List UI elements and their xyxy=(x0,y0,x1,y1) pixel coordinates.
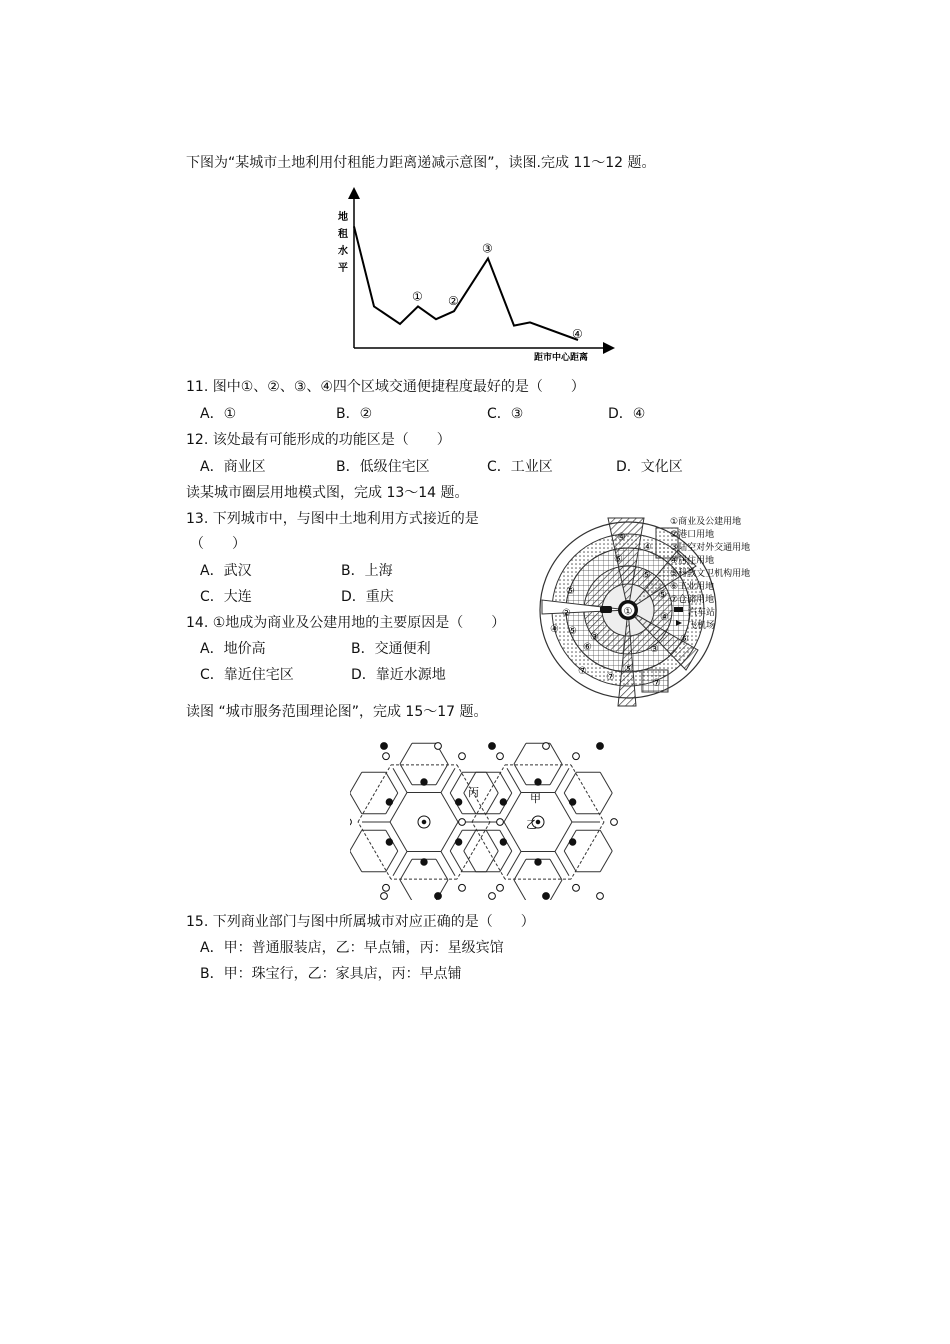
y-label-char: 租 xyxy=(338,229,348,240)
zone-marker: ③ xyxy=(650,644,659,655)
zone-marker: ④ xyxy=(660,612,669,623)
y-label-char: 平 xyxy=(338,263,348,274)
rent-series-line xyxy=(354,226,578,340)
hex-edge xyxy=(400,764,412,785)
hex-edge xyxy=(504,793,521,822)
hex-edge xyxy=(450,851,462,872)
legend-item: ③陆空对外交通用地 xyxy=(670,543,751,553)
village-dot xyxy=(383,753,390,760)
hex-edge xyxy=(600,772,612,793)
q11-option-d[interactable]: D．④ xyxy=(608,406,646,422)
zone-marker: ⑤ xyxy=(658,590,667,601)
village-dot xyxy=(543,743,550,750)
y-axis-label xyxy=(338,210,349,274)
zone-marker: ⑤ xyxy=(568,626,577,637)
hex-edge xyxy=(486,772,498,793)
q15-option-b[interactable]: B．甲：珠宝行，乙：家具店，丙：早点铺 xyxy=(200,966,462,982)
x-axis-label: 距市中心距离 xyxy=(534,353,589,363)
intro-13-14: 读某城市圈层用地模式图，完成 13～14 题。 xyxy=(186,485,469,501)
zone-marker: ⑤ xyxy=(624,664,633,675)
intro-15-17: 读图 “城市服务范围理论图”，完成 15～17 题。 xyxy=(186,704,488,720)
hex-edge xyxy=(436,859,448,880)
town-dot xyxy=(386,799,392,805)
hex-edge xyxy=(514,880,526,900)
q12-option-c[interactable]: C．工业区 xyxy=(487,459,553,475)
town-dot xyxy=(455,839,461,845)
zone-marker: ⑥ xyxy=(583,642,592,653)
bus-station-legend-icon xyxy=(674,607,683,612)
town-dot xyxy=(500,839,506,845)
legend-item: ⑤科教文卫机构用地 xyxy=(670,569,751,579)
village-dot xyxy=(597,893,604,900)
hex-edge xyxy=(500,772,512,793)
village-dot xyxy=(459,819,466,826)
hex-edge xyxy=(504,822,521,851)
hex-edge xyxy=(550,859,562,880)
legend-item: ②港口用地 xyxy=(670,530,715,540)
label-bing: 丙 xyxy=(468,786,479,799)
hex-edge xyxy=(441,793,458,822)
village-dot xyxy=(459,753,466,760)
hex-edge xyxy=(600,851,612,872)
zone-marker: ⑤ xyxy=(642,570,651,581)
hex-edge xyxy=(386,772,398,793)
zone-marker: ⑦ xyxy=(606,672,615,683)
village-dot xyxy=(435,743,442,750)
bus-station-icon xyxy=(600,606,612,613)
hex-edge xyxy=(390,822,407,851)
zone-marker: ④ xyxy=(617,532,626,543)
hex-edge xyxy=(486,830,498,851)
land-use-ring-diagram xyxy=(538,510,788,715)
curve-marker-3: ③ xyxy=(482,241,493,256)
q12-option-a[interactable]: A．商业区 xyxy=(200,459,266,475)
hex-edge xyxy=(555,822,572,851)
hex-edge xyxy=(564,851,576,872)
q13-stem-continued: （ ） xyxy=(190,536,246,552)
town-dot xyxy=(569,839,575,845)
hex-edge xyxy=(400,743,412,764)
rent-distance-chart xyxy=(330,186,620,366)
q12-option-d[interactable]: D．文化区 xyxy=(616,459,683,475)
zone-marker: ④ xyxy=(643,542,652,553)
hex-edge xyxy=(555,793,572,822)
q11-stem: 11. 图中①、②、③、④四个区域交通便捷程度最好的是（ ） xyxy=(186,379,585,395)
hex-edge xyxy=(514,764,526,785)
hex-edge xyxy=(350,851,362,872)
label-jia: 甲 xyxy=(530,792,541,805)
q15-option-a[interactable]: A．甲：普通服装店，乙：早点铺，丙：星级宾馆 xyxy=(200,940,504,956)
hex-edge xyxy=(550,880,562,900)
y-label-char: 水 xyxy=(338,246,348,257)
curve-marker-2: ② xyxy=(448,294,459,309)
village-dot xyxy=(611,819,618,826)
town-dot xyxy=(500,799,506,805)
hex-edge xyxy=(486,851,498,872)
zone-marker: ④ xyxy=(550,624,559,635)
q13-option-b[interactable]: B．上海 xyxy=(341,563,393,579)
town-dot xyxy=(489,743,496,750)
hex-edge xyxy=(600,793,612,814)
q14-option-b[interactable]: B．交通便利 xyxy=(351,641,431,657)
village-dot xyxy=(573,884,580,891)
village-dot xyxy=(497,819,504,826)
y-label-char: 地 xyxy=(338,212,348,223)
town-dot xyxy=(455,799,461,805)
zone-marker: ② xyxy=(562,608,571,619)
town-dot xyxy=(421,779,427,785)
q12-stem: 12. 该处最有可能形成的功能区是（ ） xyxy=(186,432,451,448)
village-dot xyxy=(497,884,504,891)
zone-marker: ⑦ xyxy=(652,678,661,689)
hex-edge xyxy=(486,793,498,814)
hex-edge xyxy=(400,859,412,880)
q13-stem: 13. 下列城市中，与图中土地利用方式接近的是 xyxy=(186,511,479,527)
zone-marker: ⑥ xyxy=(680,634,689,645)
town-dot xyxy=(535,779,541,785)
q14-option-c[interactable]: C．靠近住宅区 xyxy=(200,667,294,683)
town-dot xyxy=(543,893,550,900)
hex-edge xyxy=(436,764,448,785)
village-dot xyxy=(459,884,466,891)
hex-edge xyxy=(464,851,476,872)
q13-option-c[interactable]: C．大连 xyxy=(200,589,252,605)
hex-edge xyxy=(400,880,412,900)
village-dot xyxy=(497,753,504,760)
hex-edge xyxy=(514,743,526,764)
town-dot xyxy=(535,859,541,865)
town-dot xyxy=(381,743,388,750)
q13-option-a[interactable]: A．武汉 xyxy=(200,563,252,579)
legend-item: ⑥工业用地 xyxy=(670,582,715,592)
intro-11-12: 下图为“某城市土地利用付租能力距离递减示意图”，读图.完成 11～12 题。 xyxy=(186,155,656,171)
hex-edge xyxy=(514,859,526,880)
q15-stem: 15. 下列商业部门与图中所属城市对应正确的是（ ） xyxy=(186,914,535,930)
village-dot xyxy=(489,893,496,900)
legend-item: 汽车站 xyxy=(688,608,716,618)
hex-edge xyxy=(386,851,398,872)
hex-edge xyxy=(464,830,476,851)
legend-item: ⑦仓储用地 xyxy=(670,595,715,605)
legend-item: 飞机场 xyxy=(688,621,716,631)
town-dot xyxy=(597,743,604,750)
zone-marker: ③ xyxy=(590,632,599,643)
zone-marker: ⑤ xyxy=(566,586,575,597)
village-dot xyxy=(381,893,388,900)
q11-option-c[interactable]: C．③ xyxy=(487,406,524,422)
hex-edge xyxy=(390,793,407,822)
hex-edge xyxy=(350,830,362,851)
hex-edge xyxy=(600,830,612,851)
service-range-hex-diagram xyxy=(350,736,620,900)
village-dot xyxy=(383,884,390,891)
town-dot xyxy=(422,820,426,824)
hex-edge xyxy=(350,772,362,793)
hex-edge xyxy=(450,772,462,793)
hex-edge xyxy=(500,851,512,872)
hex-edge xyxy=(550,743,562,764)
village-dot xyxy=(350,819,351,826)
town-dot xyxy=(435,893,442,900)
legend-item: ①商业及公建用地 xyxy=(670,517,742,527)
hex-edge xyxy=(350,793,362,814)
curve-marker-4: ④ xyxy=(572,327,583,341)
hex-edge xyxy=(564,772,576,793)
legend-item: ④居住用地 xyxy=(670,556,715,566)
town-dot xyxy=(386,839,392,845)
zone-marker: ⑥ xyxy=(614,554,623,565)
zone-marker: ⑦ xyxy=(578,666,587,677)
q14-stem: 14. ①地成为商业及公建用地的主要原因是（ ） xyxy=(186,615,506,631)
hex-edge xyxy=(550,764,562,785)
town-dot xyxy=(421,859,427,865)
village-dot xyxy=(573,753,580,760)
zone-1-center-marker: ① xyxy=(623,606,633,618)
q13-option-d[interactable]: D．重庆 xyxy=(341,589,394,605)
q14-option-d[interactable]: D．靠近水源地 xyxy=(351,667,446,683)
q14-option-a[interactable]: A．地价高 xyxy=(200,641,266,657)
q12-option-b[interactable]: B．低级住宅区 xyxy=(336,459,430,475)
q11-option-a[interactable]: A．① xyxy=(200,406,237,422)
town-dot xyxy=(569,799,575,805)
hex-edge xyxy=(441,822,458,851)
q11-option-b[interactable]: B．② xyxy=(336,406,373,422)
curve-marker-1: ① xyxy=(412,289,423,304)
label-yi: 乙 xyxy=(526,818,537,831)
